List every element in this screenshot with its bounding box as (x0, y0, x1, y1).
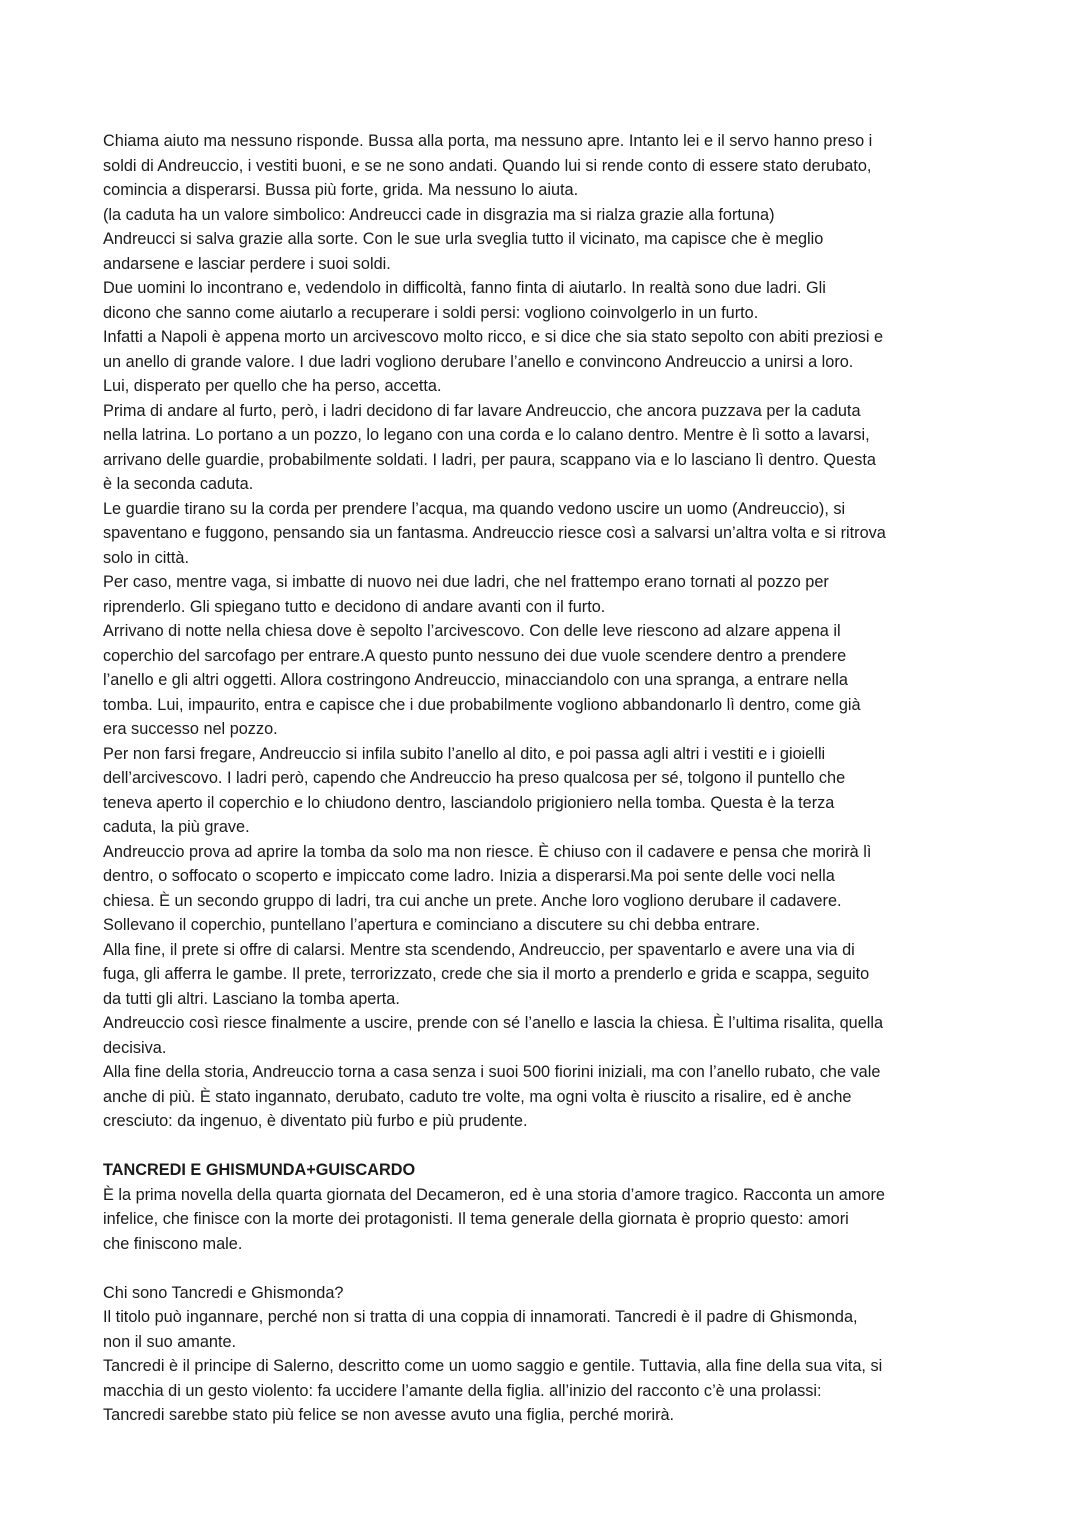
section-heading: TANCREDI E GHISMUNDA+GUISCARDO (103, 1161, 416, 1179)
text-line: anche di più. È stato ingannato, derubato, caduto tre volte, ma ogni volta è riuscito a risalire, ed è anche (103, 1087, 852, 1106)
text-line: macchia di un gesto violento: fa uccidere l’amante della figlia. all’inizio del racconto c’è una prolassi: (103, 1381, 822, 1400)
text-line: riprenderlo. Gli spiegano tutto e decidono di andare avanti con il furto. (103, 597, 606, 616)
text-line: andarsene e lasciar perdere i suoi soldi. (103, 254, 391, 273)
text-line: È la prima novella della quarta giornata del Decameron, ed è una storia d’amore tragico. Racconta un amore (103, 1185, 885, 1204)
document-page (103, 129, 988, 1428)
text-line: è la seconda caduta. (103, 475, 254, 493)
spacer (103, 1256, 988, 1281)
character-paragraphs (103, 1281, 988, 1428)
text-line: dell’arcivescovo. I ladri però, capendo che Andreuccio ha preso qualcosa per sé, tolgono il puntello che (103, 769, 846, 787)
text-line: Infatti a Napoli è appena morto un arcivescovo molto ricco, e si dice che sia stato sepolto con abiti preziosi e (103, 328, 884, 346)
text-line: dicono che sanno come aiutarlo a recuperare i soldi persi: vogliono coinvolgerlo in un furto. (103, 303, 759, 322)
text-line: coperchio del sarcofago per entrare.A questo punto nessuno dei due vuole scendere dentro a prendere (103, 646, 847, 665)
text-line: spaventano e fuggono, pensando sia un fantasma. Andreuccio riesce così a salvarsi un’altra volta e si ritrova (103, 524, 886, 542)
text-line: arrivano delle guardie, probabilmente soldati. I ladri, per paura, scappano via e lo lasciano lì dentro. Questa (103, 450, 876, 469)
text-line: un anello di grande valore. I due ladri vogliono derubare l’anello e convincono Andreuccio a unirsi a loro. (103, 352, 854, 371)
text-line: Lui, disperato per quello che ha perso, accetta. (103, 377, 442, 395)
story-paragraphs (103, 129, 988, 1134)
text-line: Due uomini lo incontrano e, vedendolo in difficoltà, fanno finta di aiutarlo. In realtà sono due ladri. Gli (103, 279, 826, 297)
text-line: non il suo amante. (103, 1332, 237, 1351)
text-line: solo in città. (103, 548, 189, 567)
text-line: teneva aperto il coperchio e lo chiudono dentro, lasciandolo prigioniero nella tomba. Questa è la terza (103, 793, 835, 812)
text-line: Andreucci si salva grazie alla sorte. Con le sue urla sveglia tutto il vicinato, ma capisce che è meglio (103, 230, 824, 248)
text-line: comincia a disperarsi. Bussa più forte, grida. Ma nessuno lo aiuta. (103, 181, 579, 199)
text-line: Sollevano il coperchio, puntellano l’apertura e cominciano a discutere su chi debba entrare. (103, 916, 761, 934)
text-line: Prima di andare al furto, però, i ladri decidono di far lavare Andreuccio, che ancora puzzava per la caduta (103, 401, 861, 420)
text-line: Alla fine, il prete si offre di calarsi. Mentre sta scendendo, Andreuccio, per spaventarlo e avere una via di (103, 940, 855, 959)
text-line: dentro, o soffocato o scoperto e impiccato come ladro. Inizia a disperarsi.Ma poi sente delle voci nella (103, 867, 835, 885)
text-line: Chi sono Tancredi e Ghismonda? (103, 1283, 344, 1302)
text-line: nella latrina. Lo portano a un pozzo, lo legano con una corda e lo calano dentro. Mentre è lì sotto a lavarsi, (103, 426, 870, 444)
text-line: Andreuccio così riesce finalmente a uscire, prende con sé l’anello e lascia la chiesa. È l’ultima risalita, quella (103, 1014, 884, 1032)
text-line: Alla fine della storia, Andreuccio torna a casa senza i suoi 500 fiorini iniziali, ma con l’anello rubato, che vale (103, 1063, 881, 1081)
text-line: Chiama aiuto ma nessuno risponde. Bussa alla porta, ma nessuno apre. Intanto lei e il servo hanno preso i (103, 132, 873, 150)
text-line: Il titolo può ingannare, perché non si tratta di una coppia di innamorati. Tancredi è il padre di Ghismonda, (103, 1308, 858, 1326)
text-line: da tutti gli altri. Lasciano la tomba aperta. (103, 989, 400, 1008)
text-line: fuga, gli afferra le gambe. Il prete, terrorizzato, crede che sia il morto a prenderlo e grida e scappa, seguito (103, 965, 870, 983)
text-line: Tancredi è il principe di Salerno, descritto come un uomo saggio e gentile. Tuttavia, alla fine della sua vita, si (103, 1357, 883, 1375)
text-line: chiesa. È un secondo gruppo di ladri, tra cui anche un prete. Anche loro vogliono derubare il cadavere. (103, 891, 842, 910)
text-line: decisiva. (103, 1038, 167, 1057)
intro-paragraph (103, 1183, 988, 1257)
text-line: Per caso, mentre vaga, si imbatte di nuovo nei due ladri, che nel frattempo erano tornati al pozzo per (103, 573, 829, 591)
text-line: era successo nel pozzo. (103, 720, 278, 738)
text-line: Arrivano di notte nella chiesa dove è sepolto l’arcivescovo. Con delle leve riescono ad alzare appena il (103, 622, 841, 640)
text-line: che finiscono male. (103, 1234, 243, 1253)
text-line: Tancredi sarebbe stato più felice se non avesse avuto una figlia, perché morirà. (103, 1406, 675, 1424)
text-line: Per non farsi fregare, Andreuccio si infila subito l’anello al dito, e poi passa agli altri i vestiti e i gioielli (103, 744, 826, 763)
text-line: (la caduta ha un valore simbolico: Andreucci cade in disgrazia ma si rialza grazie alla fortuna) (103, 205, 775, 224)
text-line: Le guardie tirano su la corda per prendere l’acqua, ma quando vedono uscire un uomo (Andreuccio), si (103, 499, 846, 518)
text-line: cresciuto: da ingenuo, è diventato più furbo e più prudente. (103, 1112, 528, 1130)
text-line: caduta, la più grave. (103, 818, 250, 836)
spacer (103, 1134, 988, 1159)
text-line: infelice, che finisce con la morte dei protagonisti. Il tema generale della giornata è proprio questo: amori (103, 1210, 849, 1228)
text-line: tomba. Lui, impaurito, entra e capisce che i due probabilmente vogliono abbandonarlo lì dentro, come già (103, 695, 861, 714)
text-line: l’anello e gli altri oggetti. Allora costringono Andreuccio, minacciandolo con una spranga, a entrare nella (103, 671, 848, 689)
text-line: soldi di Andreuccio, i vestiti buoni, e se ne sono andati. Quando lui si rende conto di essere stato derubato, (103, 156, 872, 175)
text-line: Andreuccio prova ad aprire la tomba da solo ma non riesce. È chiuso con il cadavere e pensa che morirà lì (103, 842, 872, 861)
